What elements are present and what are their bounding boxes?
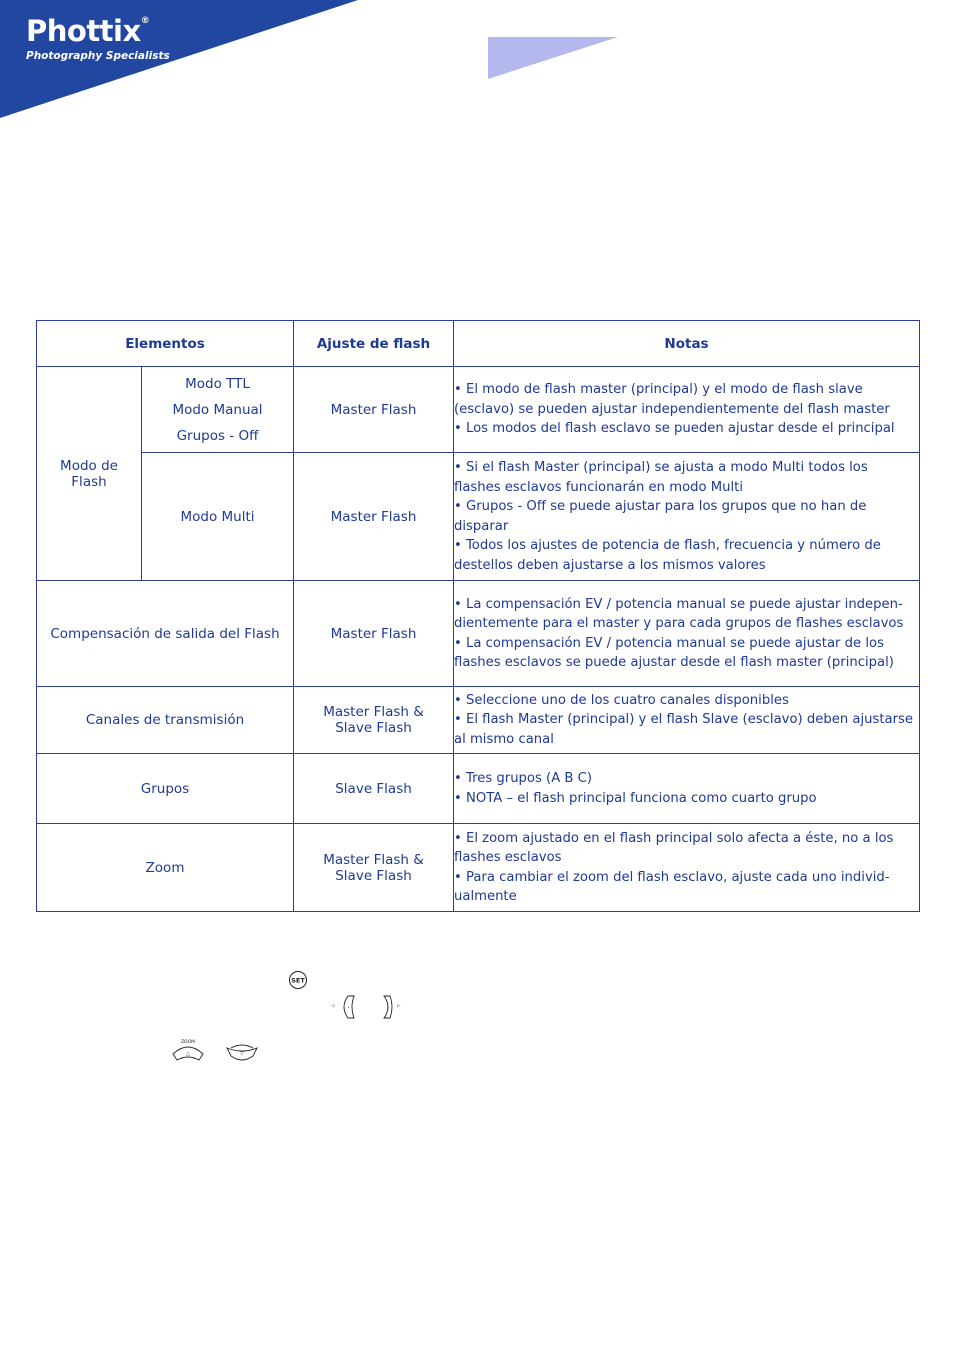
setting-cell: Slave Flash — [294, 754, 454, 824]
flash-mode-sub-items — [142, 367, 294, 453]
notes-cell — [454, 824, 920, 912]
flash-settings-table — [36, 320, 920, 912]
setting-cell: Master Flash & Slave Flash — [294, 824, 454, 912]
note-line: destellos deben ajustarse a los mismos valores — [454, 557, 766, 573]
notes-cell — [454, 754, 920, 824]
right-arrow-button-icon — [378, 994, 410, 1020]
svg-text:›: › — [386, 1005, 389, 1011]
table-header-row — [37, 321, 920, 367]
header-notes: Notas — [454, 321, 920, 367]
notes-cell — [454, 367, 920, 453]
note-line: • La compensación EV / potencia manual se puede ajustar de los — [454, 635, 884, 651]
svg-text:△: △ — [186, 1051, 190, 1057]
flash-mode-label: Modo de Flash — [37, 367, 142, 581]
set-button-label: SET — [291, 976, 305, 985]
table-row — [37, 754, 920, 824]
note-line: • NOTA – el flash principal funciona como cuarto grupo — [454, 790, 817, 806]
note-line: • Todos los ajustes de potencia de flash, frecuencia y número de — [454, 538, 881, 553]
table-row — [37, 453, 920, 581]
setting-cell: Master Flash & Slave Flash — [294, 687, 454, 754]
left-arrow-button-icon — [330, 994, 360, 1020]
down-button-icon — [224, 1038, 260, 1064]
list-item: Modo Manual — [172, 401, 263, 418]
note-line: flashes esclavos funcionarán en modo Multi — [454, 479, 744, 495]
flash-mode-multi: Modo Multi — [142, 453, 294, 581]
zoom-button-icon — [170, 1036, 206, 1064]
table-row — [37, 367, 920, 453]
svg-text:▷: ▷ — [397, 1004, 401, 1009]
note-line: • El flash Master (principal) y el flash Slave (esclavo) deben ajustarse — [454, 712, 914, 728]
notes-cell — [454, 581, 920, 687]
list-item: Modo TTL — [185, 375, 250, 392]
brand-tagline: Photography Specialists — [26, 50, 170, 62]
setting-cell: Master Flash — [294, 581, 454, 687]
header-accent-shape — [488, 37, 618, 79]
table-row — [37, 824, 920, 912]
zoom-button-label: ZOOM — [180, 1040, 196, 1045]
element-cell: Compensación de salida del Flash — [37, 581, 294, 687]
note-line: • Para cambiar el zoom del flash esclavo, ajuste cada uno individ- — [454, 869, 890, 885]
note-line: • Seleccione uno de los cuatro canales disponibles — [454, 692, 789, 708]
note-line: flashes esclavos se puede ajustar desde el flash master (principal) — [454, 655, 894, 670]
note-line: dientemente para el master y para cada grupos de flashes esclavos — [454, 616, 904, 631]
setting-cell: Master Flash — [294, 453, 454, 581]
svg-text:‹: ‹ — [347, 1005, 350, 1011]
element-cell: Canales de transmisión — [37, 687, 294, 754]
notes-cell — [454, 453, 920, 581]
note-line: • El modo de flash master (principal) y el modo de flash slave — [454, 382, 863, 398]
note-line: flashes esclavos — [454, 850, 562, 865]
registered-mark: ® — [140, 16, 150, 26]
svg-text:◁: ◁ — [331, 1004, 335, 1009]
note-line: • La compensación EV / potencia manual se puede ajustar indepen- — [454, 596, 903, 612]
note-line: • Si el flash Master (principal) se ajusta a modo Multi todos los — [454, 460, 868, 475]
note-line: disparar — [454, 518, 509, 534]
table-row — [37, 581, 920, 687]
notes-cell — [454, 687, 920, 754]
note-line: • Los modos del flash esclavo se pueden ajustar desde el principal — [454, 421, 895, 437]
note-line: ualmente — [454, 889, 517, 904]
svg-text:▽: ▽ — [240, 1051, 244, 1057]
element-cell: Zoom — [37, 824, 294, 912]
setting-cell: Master Flash — [294, 367, 454, 453]
brand-logo: Phottix® — [26, 14, 150, 48]
list-item: Grupos - Off — [176, 427, 259, 444]
note-line: • Grupos - Off se puede ajustar para los grupos que no han de — [454, 499, 867, 514]
table-row — [37, 687, 920, 754]
set-button-icon — [288, 970, 308, 990]
note-line: • El zoom ajustado en el flash principal solo afecta a éste, no a los — [454, 830, 894, 846]
note-line: (esclavo) se pueden ajustar independientemente del flash master — [454, 401, 890, 417]
element-cell: Grupos — [37, 754, 294, 824]
note-line: al mismo canal — [454, 731, 554, 747]
header-setting: Ajuste de flash — [294, 321, 454, 367]
note-line: • Tres grupos (A B C) — [454, 771, 593, 786]
header-elements: Elementos — [37, 321, 294, 367]
